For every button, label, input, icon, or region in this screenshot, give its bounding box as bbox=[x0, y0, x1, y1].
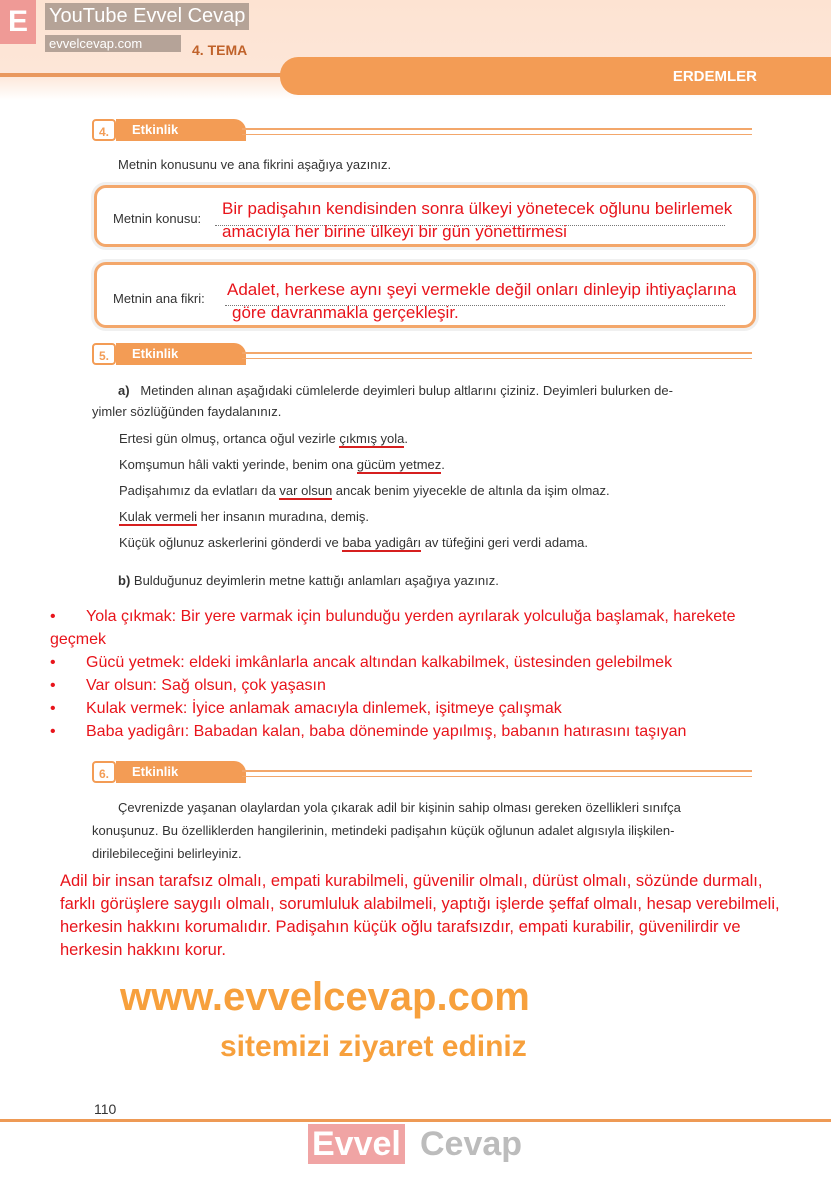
idiom-sentence bbox=[119, 457, 445, 472]
instruction: Metnin konusunu ve ana fikrini aşağıya yazınız. bbox=[118, 157, 392, 172]
page-number: 110 bbox=[94, 1101, 117, 1117]
part-b-text bbox=[118, 573, 499, 588]
part-a-label: a) bbox=[118, 383, 130, 398]
sentence-text: av tüfeğini geri verdi adama. bbox=[421, 535, 589, 550]
bullet-icon: • bbox=[50, 608, 56, 625]
idiom-sentence bbox=[119, 483, 610, 498]
underlined-idiom: Kulak vermeli bbox=[119, 509, 198, 524]
watermark-visit-diagonal: sitemizi ziyaret ediniz bbox=[220, 1030, 527, 1063]
activity-label: Etkinlik bbox=[116, 761, 246, 783]
idiom-sentence bbox=[119, 509, 369, 524]
topic-box bbox=[94, 185, 756, 247]
bullet-icon: • bbox=[50, 700, 56, 717]
answer-line: Adil bir insan tarafsız olmalı, empati kurabilmeli, güvenilir olmalı, dürüst olmalı, sözünde durmalı, bbox=[60, 872, 763, 890]
underlined-idiom: çıkmış yola bbox=[339, 431, 405, 446]
answer-text: geçmek bbox=[50, 631, 107, 648]
part-b-label: b) bbox=[118, 573, 131, 588]
watermark-site-diagonal: www.evvelcevap.com bbox=[120, 975, 530, 1019]
activity-5-header bbox=[92, 343, 762, 365]
answer-text: Var olsun: Sağ olsun, çok yaşasın bbox=[86, 677, 326, 694]
activity-label: Etkinlik bbox=[116, 343, 246, 365]
activity-4-header bbox=[92, 119, 762, 141]
activity-number: 4. bbox=[92, 119, 116, 141]
main-idea-answer-2: göre davranmakla gerçekleşir. bbox=[232, 303, 459, 322]
divider bbox=[242, 352, 752, 359]
topic-answer-1: Bir padişahın kendisinden sonra ülkeyi yönetecek oğlunu belirlemek bbox=[222, 199, 733, 218]
topic-answer-2: amacıyla her birine ülkeyi bir gün yönettirmesi bbox=[222, 222, 567, 241]
main-idea-box bbox=[94, 262, 756, 328]
idiom-sentence bbox=[119, 431, 408, 446]
part-a-line-2: yimler sözlüğünden faydalanınız. bbox=[92, 404, 282, 419]
idiom-answer bbox=[50, 723, 686, 741]
bullet-icon: • bbox=[50, 723, 56, 740]
sentence-text: Padişahımız da evlatları da bbox=[119, 483, 280, 498]
underlined-idiom: baba yadigârı bbox=[342, 535, 422, 550]
divider bbox=[242, 770, 752, 777]
idiom-sentence bbox=[119, 535, 588, 550]
divider bbox=[242, 128, 752, 135]
part-b-instruction: Bulduğunuz deyimlerin metne kattığı anlamları aşağıya yazınız. bbox=[133, 573, 499, 588]
answer-line: farklı görüşlere saygılı olmalı, sorumluluk alabilmeli, yaptığı işlerde şeffaf olmalı, hesap verebilmeli, bbox=[60, 895, 780, 913]
logo-icon: E bbox=[0, 0, 36, 44]
watermark-site: evvelcevap.com bbox=[45, 35, 181, 52]
idiom-answer bbox=[50, 631, 106, 649]
act6-line-1: Çevrenizde yaşanan olaylardan yola çıkarak adil bir kişinin sahip olması gereken özellikleri sınıfça bbox=[118, 800, 681, 815]
activity-number: 5. bbox=[92, 343, 116, 365]
unit-title: ERDEMLER bbox=[672, 68, 757, 85]
sentence-text: her insanın muradına, demiş. bbox=[197, 509, 370, 524]
footer-logo-evvel: Evvel bbox=[308, 1124, 405, 1164]
part-a-line-1: Metinden alınan aşağıdaki cümlelerde deyimleri bulup altlarını çiziniz. Deyimleri bulurken de- bbox=[140, 383, 673, 398]
activity-label: Etkinlik bbox=[116, 119, 246, 141]
idiom-answer bbox=[50, 608, 736, 626]
main-idea-answer-1: Adalet, herkese aynı şeyi vermekle değil onları dinleyip ihtiyaçlarına bbox=[227, 280, 737, 299]
sentence-text: . bbox=[441, 457, 445, 472]
topic-label: Metnin konusu: bbox=[113, 211, 202, 226]
activity-6-header bbox=[92, 761, 762, 783]
sentence-text: Komşumun hâli vakti yerinde, benim ona bbox=[119, 457, 357, 472]
answer-line: herkesin hakkını korur. bbox=[60, 941, 226, 959]
idiom-answer bbox=[50, 654, 672, 672]
footer-line bbox=[0, 1119, 831, 1122]
idiom-answer bbox=[50, 700, 562, 718]
footer-logo-cevap: Cevap bbox=[420, 1125, 523, 1163]
theme-label: 4. TEMA bbox=[192, 42, 248, 58]
answer-text: Kulak vermek: İyice anlamak amacıyla dinlemek, işitmeye çalışmak bbox=[86, 700, 562, 717]
answer-text: Baba yadigârı: Babadan kalan, baba döneminde yapılmış, babanın hatırasını taşıyan bbox=[86, 723, 687, 740]
act6-line-3: dirilebileceğini belirleyiniz. bbox=[92, 846, 242, 861]
watermark-title: YouTube Evvel Cevap bbox=[45, 3, 249, 30]
underlined-idiom: var olsun bbox=[279, 483, 333, 498]
header-line bbox=[0, 73, 300, 77]
underlined-idiom: gücüm yetmez bbox=[356, 457, 442, 472]
answer-text: Gücü yetmek: eldeki imkânlarla ancak altından kalkabilmek, üstesinden gelebilmek bbox=[86, 654, 673, 671]
bullet-icon: • bbox=[50, 677, 56, 694]
idiom-answer bbox=[50, 677, 326, 695]
part-a-text bbox=[118, 383, 673, 398]
act6-line-2: konuşunuz. Bu özelliklerden hangilerinin, metindeki padişahın küçük oğlunun adalet algısıyla ilişkilen- bbox=[92, 823, 675, 838]
sentence-text: Küçük oğlunuz askerlerini gönderdi ve bbox=[119, 535, 343, 550]
answer-line: herkesin hakkını korumalıdır. Padişahın küçük oğlu tarafsızdır, empati kurabilir, güvenilirdir ve bbox=[60, 918, 741, 936]
sentence-text: ancak benim yiyecekle de altınla da işim olmaz. bbox=[332, 483, 610, 498]
answer-text: Yola çıkmak: Bir yere varmak için bulunduğu yerden ayrılarak yolculuğa başlamak, harekete bbox=[86, 608, 736, 625]
activity-number: 6. bbox=[92, 761, 116, 783]
main-idea-label: Metnin ana fikri: bbox=[113, 291, 205, 306]
sentence-text: Ertesi gün olmuş, ortanca oğul vezirle bbox=[119, 431, 340, 446]
bullet-icon: • bbox=[50, 654, 56, 671]
act6-answer bbox=[60, 870, 780, 962]
sentence-text: . bbox=[404, 431, 409, 446]
